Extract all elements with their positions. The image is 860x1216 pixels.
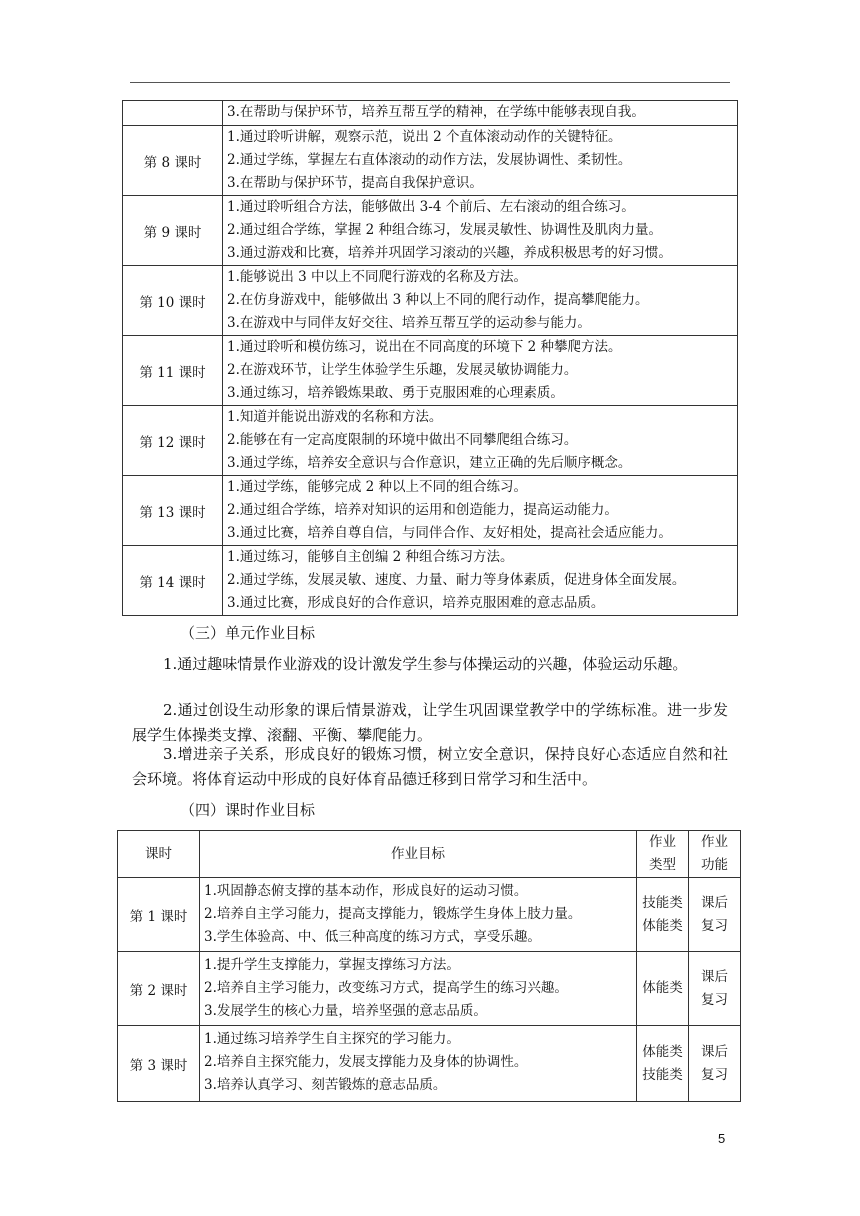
objective-cell	[223, 266, 738, 336]
type-cell	[637, 952, 689, 1026]
table-row	[123, 406, 738, 476]
page-number: 5	[718, 1131, 726, 1146]
header-function	[689, 831, 741, 878]
type-cell	[637, 1026, 689, 1102]
goal-line: 1.巩固静态俯支撑的基本动作，形成良好的运动习惯。	[204, 883, 528, 899]
objective-line: 3.在帮助与保护环节，提高自我保护意识。	[227, 175, 483, 191]
table-header-row	[118, 831, 741, 878]
lesson-label: 第 3 课时	[118, 1026, 200, 1102]
lesson-label: 第 13 课时	[123, 476, 223, 546]
objective-cell	[223, 196, 738, 266]
function-line: 复习	[701, 1066, 728, 1083]
objective-cell	[223, 126, 738, 196]
table-row	[118, 952, 741, 1026]
objective-line: 3.在帮助与保护环节，培养互帮互学的精神，在学练中能够表现自我。	[227, 104, 645, 120]
header-goal: 作业目标	[200, 831, 637, 878]
goal-line: 2.培养自主学习能力，提高支撑能力，锻炼学生身体上肢力量。	[204, 906, 582, 922]
objective-line: 3.通过比赛，形成良好的合作意识，培养克服困难的意志品质。	[227, 595, 605, 611]
goal-cell	[200, 952, 637, 1026]
header-type-line: 类型	[649, 857, 676, 873]
function-cell	[689, 952, 741, 1026]
paragraph: 3.增进亲子关系，形成良好的锻炼习惯，树立安全意识，保持良好心态适应自然和社会环境。将体育运动中形成的良好体育品德迁移到日常学习和生活中。	[132, 745, 728, 788]
function-cell	[689, 1026, 741, 1102]
objective-line: 1.通过聆听讲解，观察示范，说出 2 个直体滚动动作的关键特征。	[227, 129, 622, 145]
lesson-homework-table	[117, 830, 741, 1102]
lesson-label: 第 12 课时	[123, 406, 223, 476]
goal-cell	[200, 878, 637, 952]
objective-cell	[223, 406, 738, 476]
objective-line: 1.通过学练，能够完成 2 种以上不同的组合练习。	[227, 479, 528, 495]
objective-cell	[223, 336, 738, 406]
type-line: 技能类	[642, 894, 683, 911]
lesson-objectives-table	[122, 100, 738, 616]
objective-line: 3.通过游戏和比赛，培养并巩固学习滚动的兴趣，养成积极思考的好习惯。	[227, 245, 672, 261]
lesson-label: 第 11 课时	[123, 336, 223, 406]
objective-line: 3.通过比赛，培养自尊自信，与同伴合作、友好相处，提高社会适应能力。	[227, 525, 672, 541]
goal-cell	[200, 1026, 637, 1102]
objective-line: 3.通过练习，培养锻炼果敢、勇于克服困难的心理素质。	[227, 385, 564, 401]
objective-line: 1.通过聆听组合方法，能够做出 3-4 个前后、左右滚动的组合练习。	[227, 199, 635, 215]
header-function-line: 功能	[701, 857, 728, 873]
lesson-label: 第 10 课时	[123, 266, 223, 336]
objective-line: 2.在游戏环节，让学生体验学生乐趣，发展灵敏协调能力。	[227, 362, 578, 378]
goal-line: 3.发展学生的核心力量，培养坚强的意志品质。	[204, 1003, 487, 1019]
table-row	[123, 101, 738, 126]
objective-line: 3.在游戏中与同伴友好交往、培养互帮互学的运动参与能力。	[227, 315, 591, 331]
objective-line: 1.知道并能说出游戏的名称和方法。	[227, 409, 443, 425]
objective-line: 3.通过学练，培养安全意识与合作意识，建立正确的先后顺序概念。	[227, 455, 632, 471]
objective-line: 1.通过练习，能够自主创编 2 种组合练习方法。	[227, 549, 514, 565]
table-row	[123, 336, 738, 406]
lesson-label: 第 8 课时	[123, 126, 223, 196]
table-row	[123, 196, 738, 266]
table-row	[123, 476, 738, 546]
function-line: 课后	[701, 968, 728, 985]
table-row	[123, 266, 738, 336]
type-line: 体能类	[642, 1043, 683, 1060]
objective-line: 1.通过聆听和模仿练习，说出在不同高度的环境下 2 种攀爬方法。	[227, 339, 622, 355]
goal-line: 2.培养自主学习能力，改变练习方式，提高学生的练习兴趣。	[204, 980, 568, 996]
header-rule	[130, 82, 730, 83]
function-line: 课后	[701, 1043, 728, 1060]
section-heading-lesson-homework: （四）课时作业目标	[180, 801, 316, 819]
goal-line: 2.培养自主探究能力，发展支撑能力及身体的协调性。	[204, 1054, 528, 1070]
table-row	[118, 878, 741, 952]
objective-line: 2.通过学练，掌握左右直体滚动的动作方法，发展协调性、柔韧性。	[227, 152, 632, 168]
objective-line: 1.能够说出 3 中以上不同爬行游戏的名称及方法。	[227, 269, 528, 285]
type-cell	[637, 878, 689, 952]
goal-line: 3.学生体验高、中、低三种高度的练习方式，享受乐趣。	[204, 929, 541, 945]
table-row	[118, 1026, 741, 1102]
objective-cell	[223, 546, 738, 616]
header-type-line: 作业	[649, 834, 676, 850]
objective-line: 2.通过学练，发展灵敏、速度、力量、耐力等身体素质，促进身体全面发展。	[227, 572, 686, 588]
lesson-label	[123, 101, 223, 126]
function-line: 复习	[701, 917, 728, 934]
paragraph: 1.通过趣味情景作业游戏的设计激发学生参与体操运动的兴趣，体验运动乐趣。	[163, 655, 688, 673]
objective-cell	[223, 101, 738, 126]
header-type	[637, 831, 689, 878]
type-line: 体能类	[642, 917, 683, 934]
lesson-label: 第 14 课时	[123, 546, 223, 616]
objective-line: 2.通过组合学练，培养对知识的运用和创造能力，提高运动能力。	[227, 502, 618, 518]
section-heading-unit-homework: （三）单元作业目标	[180, 624, 316, 642]
function-line: 复习	[701, 991, 728, 1008]
header-function-line: 作业	[701, 834, 728, 850]
lesson-label: 第 1 课时	[118, 878, 200, 952]
header-lesson: 课时	[118, 831, 200, 878]
objective-line: 2.能够在有一定高度限制的环境中做出不同攀爬组合练习。	[227, 432, 578, 448]
goal-line: 1.通过练习培养学生自主探究的学习能力。	[204, 1031, 460, 1047]
table-row	[123, 126, 738, 196]
table-row	[123, 546, 738, 616]
objective-cell	[223, 476, 738, 546]
lesson-label: 第 9 课时	[123, 196, 223, 266]
function-line: 课后	[701, 894, 728, 911]
goal-line: 1.提升学生支撑能力，掌握支撑练习方法。	[204, 957, 460, 973]
objective-line: 2.通过组合学练，掌握 2 种组合练习，发展灵敏性、协调性及肌肉力量。	[227, 222, 663, 238]
goal-line: 3.培养认真学习、刻苦锻炼的意志品质。	[204, 1077, 447, 1093]
paragraph: 2.通过创设生动形象的课后情景游戏，让学生巩固课堂教学中的学练标准。进一步发展学生体操类支撑、滚翻、平衡、攀爬能力。	[132, 701, 728, 744]
function-cell	[689, 878, 741, 952]
type-line: 技能类	[642, 1066, 683, 1083]
type-line: 体能类	[642, 980, 683, 996]
lesson-label: 第 2 课时	[118, 952, 200, 1026]
objective-line: 2.在仿身游戏中，能够做出 3 种以上不同的爬行动作，提高攀爬能力。	[227, 292, 649, 308]
